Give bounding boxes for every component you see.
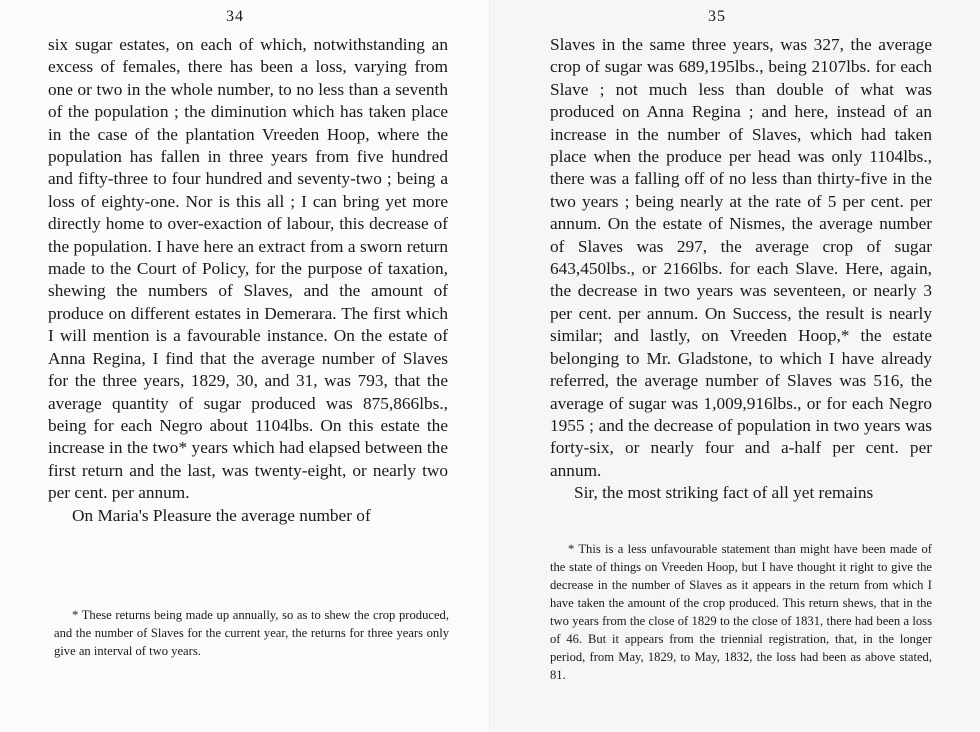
body-text xyxy=(550,34,932,505)
paragraph: Sir, the most striking fact of all yet remains xyxy=(574,483,874,503)
footnote-text: * This is a less unfavourable statement than might have been made of the state of things on Vreeden Hoop, but I have thought it right to give the decrease in the number of Slaves as it appears in the return from which I have taken the amount of the crop produced. This return shews, that in the two years from the close of 1829 to the close of 1831, there had been a loss of 46. But it appears from the triennial registration, that, in the longer period, from May, 1829, to May, 1832, the loss had been as above stated, 81. xyxy=(550,542,932,682)
footnote-text: * These returns being made up annually, so as to shew the crop produced, and the number of Slaves for the current year, the returns for three years only give an interval of two years. xyxy=(54,608,449,658)
footnote xyxy=(54,606,449,660)
paragraph: six sugar estates, on each of which, notwithstanding an excess of females, there has been a loss, varying from one or two in the whole number, to no less than a seventh of the population ; the diminution which has taken place in the case of the plantation Vreeden Hoop, where the population has fallen in three years from five hundred and fifty-three to four hundred and seventy-two ; being a loss of eighty-one. Nor is this all ; I can bring yet more directly home to over-exaction of labour, this decrease of the population. I have here an extract from a sworn return made to the Court of Policy, for the purpose of taxation, shewing the numbers of Slaves, and the amount of produce on different estates in Demerara. The first which I will mention is a favourable instance. On the estate of Anna Regina, I find that the average number of Slaves for the three years, 1829, 30, and 31, was 793, that the average quantity of sugar produced was 875,866lbs., being for each Negro about 1104lbs. On this estate the increase in the two* years which had elapsed between the first return and the last, was twenty-eight, or nearly two per cent. per annum. xyxy=(48,35,448,503)
page-number: 34 xyxy=(226,8,244,25)
body-text xyxy=(48,34,448,527)
page-number: 35 xyxy=(708,8,726,25)
paragraph: On Maria's Pleasure the average number of xyxy=(72,505,371,525)
footnote xyxy=(550,540,932,684)
paragraph: Slaves in the same three years, was 327, the average crop of sugar was 689,195lbs., being 2107lbs. for each Slave ; not much less than double of what was produced on Anna Regina ; and here, instead of an increase in the number of Slaves, which had taken place when the produce per head was only 1104lbs., there was a falling off of no less than thirty-five in the two years ; being nearly at the rate of 5 per cent. per annum. On the estate of Nismes, the average number of Slaves was 297, the average crop of sugar 643,450lbs., or 2166lbs. for each Slave. Here, again, the decrease in two years was seventeen, or nearly 3 per cent. per annum. On Success, the result is nearly similar; and lastly, on Vreeden Hoop,* the estate belonging to Mr. Gladstone, to which I have already referred, the average number of Slaves was 516, the average of sugar was 1,009,916lbs., or for each Negro 1955 ; and the decrease of population in two years was forty-six, or nearly four and a-half per cent. per annum. xyxy=(550,35,932,480)
right-page xyxy=(490,0,980,732)
